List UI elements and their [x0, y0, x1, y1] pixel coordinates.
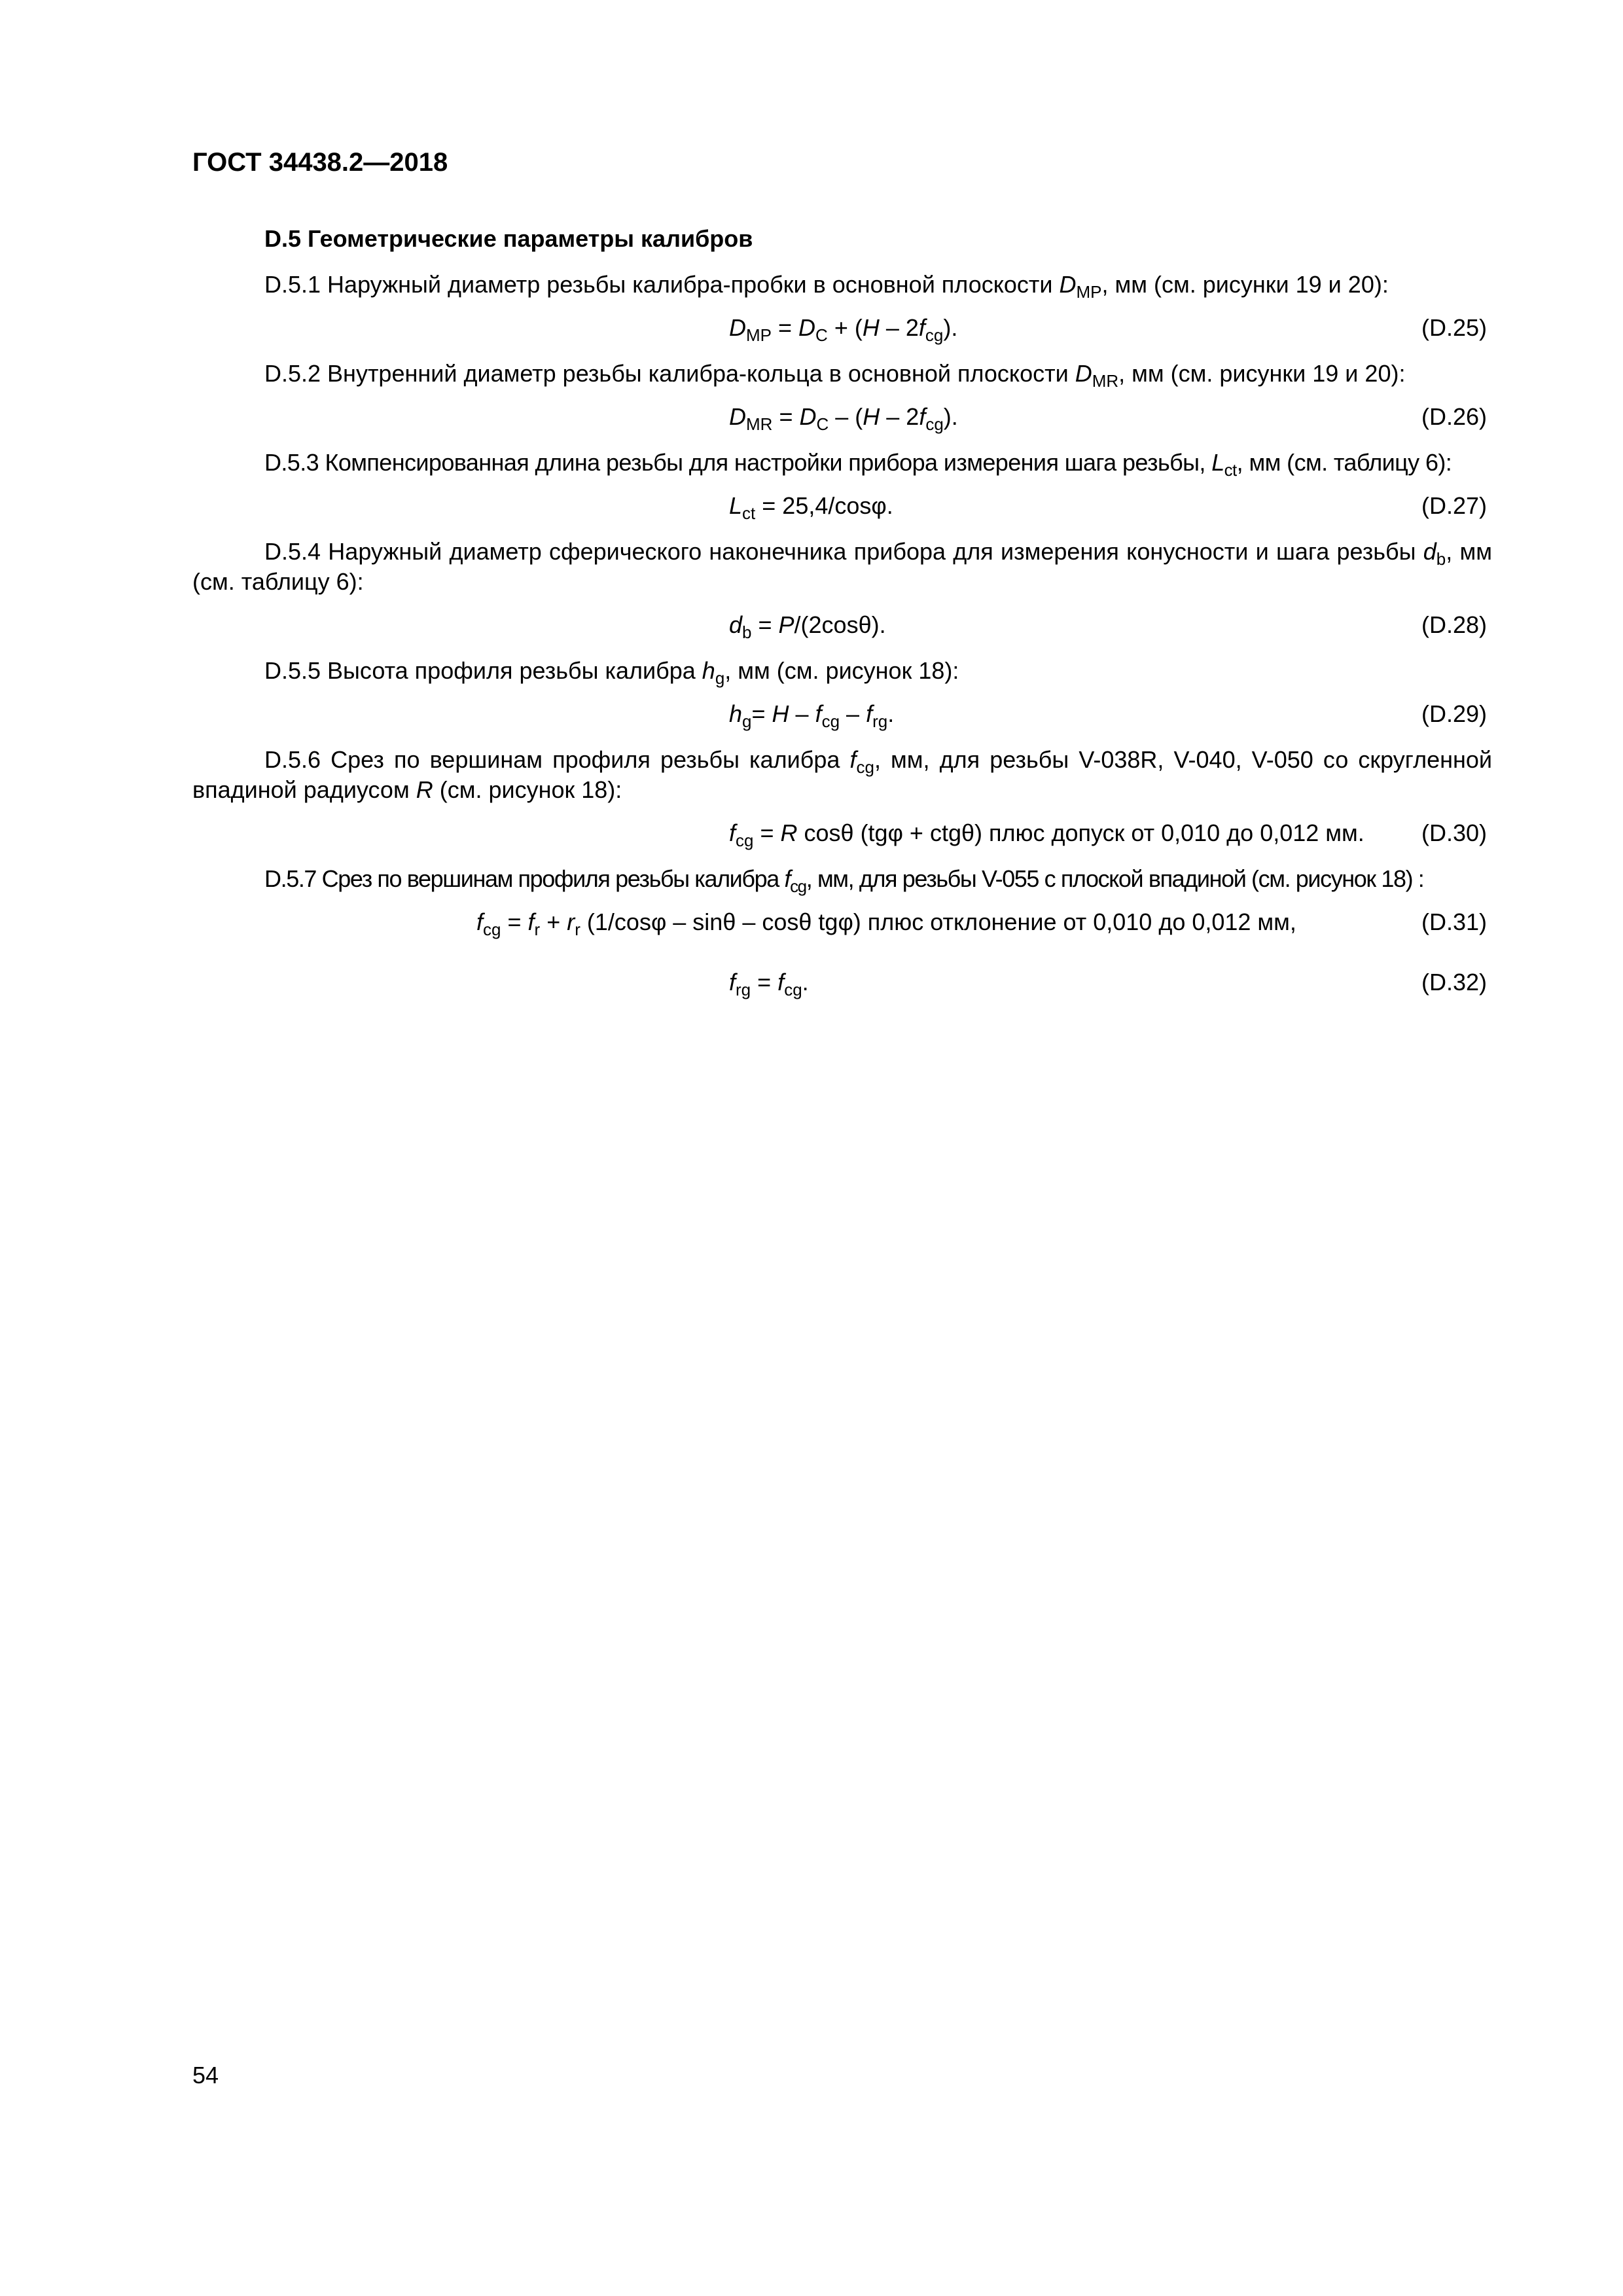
paragraph-d55: D.5.5 Высота профиля резьбы калибра $h_g$, мм (см. рисунок 18): — [264, 657, 959, 688]
paragraph-d52: D.5.2 Внутренний диаметр резьбы калибра-кольца в основной плоскости $D_{MR}$, мм (см. рисунки 19 и 20): — [264, 360, 1406, 391]
paragraph-d57: D.5.7 Срез по вершинам профиля резьбы калибра $f_{cg}$, мм, для резьбы V-055 с плоской впадиной (см. рисунок 18) : — [264, 865, 1424, 896]
formula-d26: $D_{MR} = D_C - (H - 2f_{cg})$. — [729, 403, 958, 434]
equation-number-d28: (D.28) — [1421, 611, 1487, 638]
equation-number-d32: (D.32) — [1421, 969, 1487, 996]
formula-d28: $d_b = P/(2\cos\theta)$. — [729, 611, 886, 642]
equation-number-d27: (D.27) — [1421, 492, 1487, 519]
paragraph-d53: D.5.3 Компенсированная длина резьбы для настройки прибора измерения шага резьбы, $L_{ct}$, мм (см. таблицу 6): — [264, 449, 1452, 480]
formula-d32: $f_{rg} = f_{cg}$. — [729, 969, 809, 999]
paragraph-d56: D.5.6 Срез по вершинам профиля резьбы калибра $f_{cg}$, мм, для резьбы V-038R, V-040, V-050 со скругленной впадиной радиусом R (см. рисунок 18): — [192, 746, 1492, 803]
formula-d30: $f_{cg} = R$ cosθ (tgφ + ctgθ) плюс допуск от 0,010 до 0,012 мм. — [729, 819, 1364, 850]
page-number: 54 — [192, 2062, 219, 2089]
document-header: ГОСТ 34438.2—2018 — [192, 148, 448, 177]
paragraph-d54: D.5.4 Наружный диаметр сферического наконечника прибора для измерения конусности и шага резьбы $d_b$, мм (см. таблицу 6): — [192, 538, 1492, 595]
paragraph-d51: D.5.1 Наружный диаметр резьбы калибра-пробки в основной плоскости $D_{MP}$, мм (см. рисунки 19 и 20): — [264, 271, 1389, 302]
equation-number-d26: (D.26) — [1421, 403, 1487, 430]
formula-d25: $D_{MP} = D_C + (H - 2f_{cg})$. — [729, 314, 958, 345]
equation-number-d25: (D.25) — [1421, 314, 1487, 341]
formula-d27: $L_{ct} = 25,4/\cos\varphi$. — [729, 492, 893, 523]
equation-number-d31: (D.31) — [1421, 908, 1487, 935]
section-title: D.5 Геометрические параметры калибров — [264, 225, 753, 252]
formula-d31: $f_{cg} = f_r + r_r$ (1/cosφ – sinθ – cosθ tgφ) плюс отклонение от 0,010 до 0,012 мм, — [476, 908, 1296, 939]
equation-number-d29: (D.29) — [1421, 700, 1487, 727]
formula-d29: $h_g= H - f_{cg} - f_{rg}$. — [729, 700, 895, 731]
equation-number-d30: (D.30) — [1421, 819, 1487, 846]
